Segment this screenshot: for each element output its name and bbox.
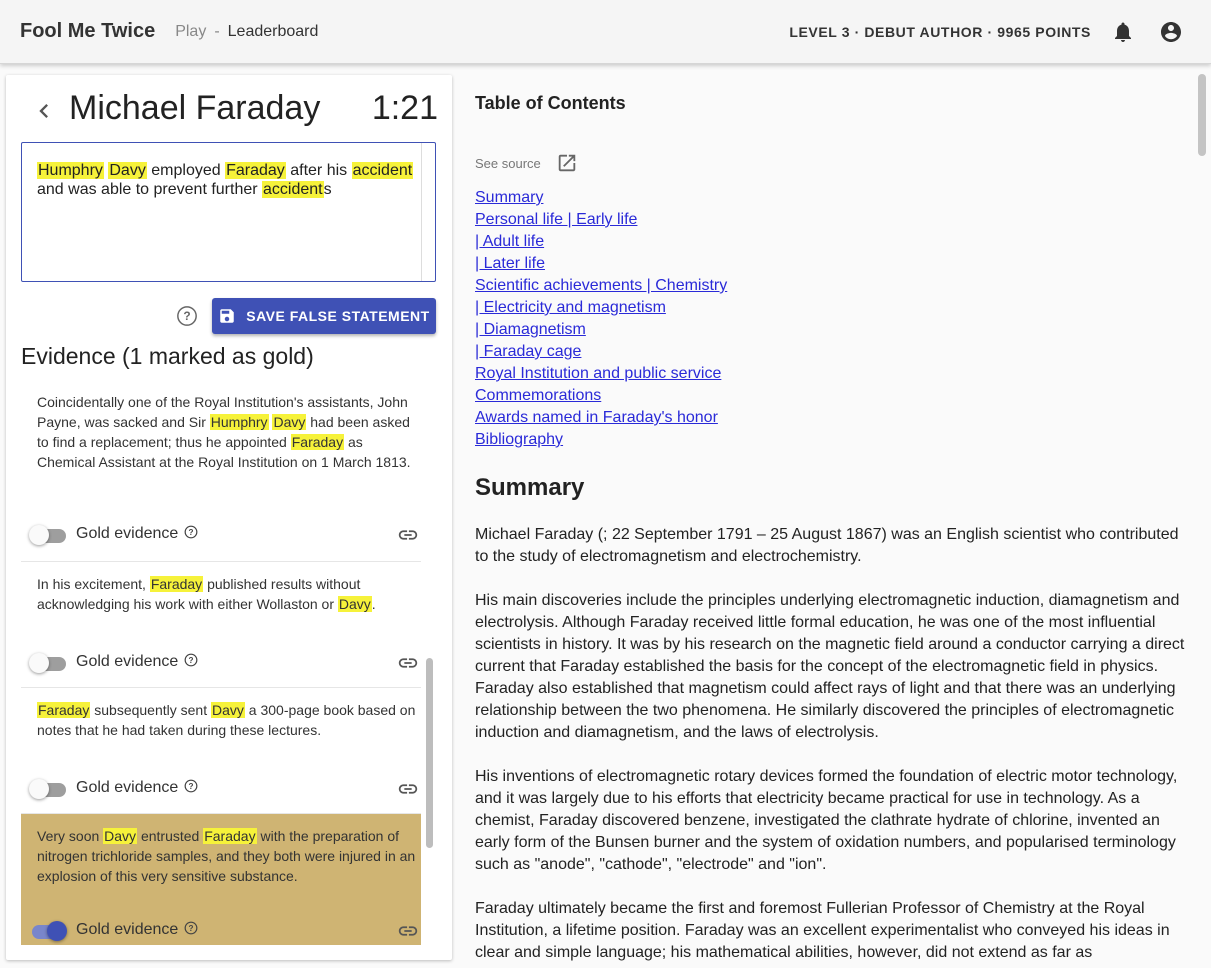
source-article-panel — [452, 64, 1211, 968]
help-icon[interactable] — [184, 779, 198, 793]
toggle-thumb[interactable] — [29, 779, 49, 799]
evidence-footer — [21, 916, 421, 945]
highlighted-term: Faraday — [38, 702, 90, 718]
text-fragment: entrusted — [137, 828, 204, 844]
article-paragraph: His main discoveries include the principles underlying electromagnetic induction, diamagnetism and electrolysis. Although Faraday received little formal education, he was one of the most influential scientists in history. It was by his research on the magnetic field around a conductor carrying a direct current that Faraday established the basis for the concept of the electromagnetic field in physics. Faraday also established that magnetism could affect rays of light and that there was an underlying relationship between the two phenomena. He similarly discovered the principles of electromagnetic induction and diamagnetism, and the laws of electrolysis. — [475, 592, 1185, 741]
evidence-footer — [21, 648, 421, 678]
evidence-footer — [21, 774, 421, 804]
see-source[interactable] — [475, 152, 578, 174]
gold-evidence-toggle[interactable] — [29, 779, 65, 799]
evidence-text — [37, 574, 421, 614]
false-statement-text[interactable] — [37, 161, 417, 199]
toggle-thumb[interactable] — [29, 653, 49, 673]
link-icon[interactable] — [397, 778, 419, 800]
evidence-item[interactable] — [21, 814, 421, 945]
nav-separator: - — [214, 22, 220, 40]
svg-text:?: ? — [188, 527, 194, 537]
countdown-timer: 1:21 — [371, 89, 438, 127]
section-heading: Summary — [475, 474, 585, 501]
highlighted-term: Humphry — [38, 162, 103, 179]
highlighted-term: Humphry — [210, 414, 268, 430]
svg-text:?: ? — [188, 923, 194, 933]
highlighted-term: Davy — [338, 596, 371, 612]
evidence-item[interactable] — [21, 380, 421, 562]
statement-scrollbar — [421, 143, 422, 281]
text-fragment: and was able to prevent further — [37, 181, 263, 198]
gold-evidence-toggle[interactable] — [29, 653, 65, 673]
evidence-text — [37, 392, 421, 472]
text-fragment: subsequently sent — [90, 702, 211, 718]
back-arrow-icon[interactable] — [30, 97, 58, 125]
highlighted-term: Davy — [212, 702, 244, 718]
open-in-new-icon[interactable] — [556, 152, 578, 174]
app-bar — [0, 0, 1211, 64]
highlighted-term: accident — [263, 181, 323, 198]
text-fragment: a 300-page book based on notes that he had taken during these lectures. — [37, 702, 416, 738]
highlighted-term: Davy — [109, 162, 146, 179]
evidence-text — [37, 700, 421, 740]
gold-evidence-label: Gold evidence — [76, 921, 179, 938]
claim-topic-title: Michael Faraday — [69, 89, 321, 127]
evidence-scrollbar-thumb[interactable] — [426, 658, 433, 848]
toc-link[interactable]: Awards named in Faraday's honor — [475, 409, 718, 426]
highlighted-term: Faraday — [150, 576, 203, 592]
evidence-item[interactable] — [21, 688, 421, 814]
highlighted-term: Faraday — [204, 828, 256, 844]
svg-text:?: ? — [188, 655, 194, 665]
text-fragment: published results without acknowledging his work with either Wollaston or — [37, 576, 361, 612]
bell-icon[interactable] — [1111, 20, 1135, 44]
toggle-thumb[interactable] — [29, 525, 49, 545]
toc-link[interactable]: | Later life — [475, 255, 545, 272]
highlighted-term: accident — [352, 162, 413, 179]
gold-evidence-label: Gold evidence — [76, 653, 179, 670]
article-body — [475, 524, 1195, 968]
gold-evidence-label: Gold evidence — [76, 779, 179, 796]
article-paragraph: Faraday ultimately became the first and foremost Fullerian Professor of Chemistry at the Royal Institution, a lifetime position. Faraday was an excellent experimentalist who conveyed his ideas in clear and simple language; his mathematical abilities, however, did not extend as far as — [475, 900, 1170, 961]
game-card — [6, 75, 452, 960]
help-icon[interactable] — [184, 525, 198, 539]
text-fragment: s — [323, 181, 332, 198]
toggle-thumb[interactable] — [47, 921, 67, 941]
gold-evidence-toggle[interactable] — [29, 921, 65, 941]
app-title[interactable]: Fool Me Twice — [20, 20, 156, 42]
article-paragraph: His inventions of electromagnetic rotary devices formed the foundation of electric motor technology, and it was largely due to his efforts that electricity became practical for use in technology. As a chemist, Faraday discovered benzene, investigated the clathrate hydrate of chlorine, invented an early form of the Bunsen burner and the system of oxidation numbers, and popularised terminology such as "anode", "cathode", "electrode" and "ion". — [475, 768, 1178, 873]
svg-text:?: ? — [188, 781, 194, 791]
toc-link[interactable]: Summary — [475, 189, 544, 206]
help-icon[interactable] — [184, 653, 198, 667]
article-paragraph: Michael Faraday (; 22 September 1791 – 25 August 1867) was an English scientist who contributed to the study of electromagnetism and electrochemistry. — [475, 526, 1179, 565]
toc-link[interactable]: | Faraday cage — [475, 343, 582, 360]
toc-link[interactable]: Royal Institution and public service — [475, 365, 722, 382]
toc-link[interactable]: Commemorations — [475, 387, 602, 404]
text-fragment: Very soon — [37, 828, 104, 844]
see-source-label[interactable]: See source — [475, 155, 541, 171]
text-fragment: In his excitement, — [37, 576, 150, 592]
text-fragment: as Chemical Assistant at the Royal Institution on 1 March 1813. — [37, 434, 411, 470]
nav — [175, 23, 318, 41]
gold-evidence-toggle[interactable] — [29, 525, 65, 545]
toc-link[interactable]: | Electricity and magnetism — [475, 299, 666, 316]
text-fragment: with the preparation of nitrogen trichloride samples, and they both were injured in an explosion of this very sensitive substance. — [37, 828, 416, 884]
text-fragment: . — [371, 596, 376, 612]
account-circle-icon[interactable] — [1159, 20, 1183, 44]
false-statement-input[interactable] — [21, 142, 436, 282]
highlighted-term: Faraday — [226, 162, 285, 179]
nav-leaderboard-link[interactable]: Leaderboard — [227, 22, 319, 40]
save-icon — [218, 307, 236, 325]
evidence-item[interactable] — [21, 562, 421, 688]
toc-link[interactable]: | Adult life — [475, 233, 545, 250]
gold-evidence-label: Gold evidence — [76, 525, 179, 542]
toc-title: Table of Contents — [475, 93, 626, 113]
article-scrollbar-thumb[interactable] — [1198, 74, 1206, 156]
toc-list — [475, 187, 727, 451]
help-icon[interactable] — [176, 305, 198, 327]
highlighted-term: Davy — [104, 828, 137, 844]
highlighted-term: Faraday — [291, 434, 344, 450]
text-fragment: Coincidentally one of the Royal Institution's assistants, John Payne, was sacked and Sir — [37, 394, 408, 430]
text-fragment: had been asked to find a replacement; thus he appointed — [37, 414, 410, 450]
user-status: LEVEL 3 · DEBUT AUTHOR · 9965 POINTS — [789, 23, 1091, 40]
highlighted-term: Davy — [273, 414, 306, 430]
toc-link[interactable]: | Diamagnetism — [475, 321, 586, 338]
toc-link[interactable]: Personal life | Early life — [475, 211, 638, 228]
evidence-list[interactable] — [21, 380, 421, 945]
svg-text:?: ? — [183, 309, 191, 324]
save-button-label: SAVE FALSE STATEMENT — [246, 308, 430, 324]
toc-link[interactable]: Bibliography — [475, 431, 564, 448]
evidence-footer — [21, 520, 421, 550]
link-icon[interactable] — [397, 652, 419, 674]
help-icon[interactable] — [184, 921, 198, 935]
evidence-text — [37, 826, 421, 886]
link-icon[interactable] — [397, 920, 419, 942]
save-false-statement-button[interactable] — [212, 298, 436, 334]
nav-play-link[interactable]: Play — [175, 22, 207, 40]
text-fragment: employed — [146, 162, 226, 179]
evidence-heading: Evidence (1 marked as gold) — [21, 343, 314, 369]
text-fragment: after his — [285, 162, 352, 179]
toc-link[interactable]: Scientific achievements | Chemistry — [475, 277, 728, 294]
link-icon[interactable] — [397, 524, 419, 546]
